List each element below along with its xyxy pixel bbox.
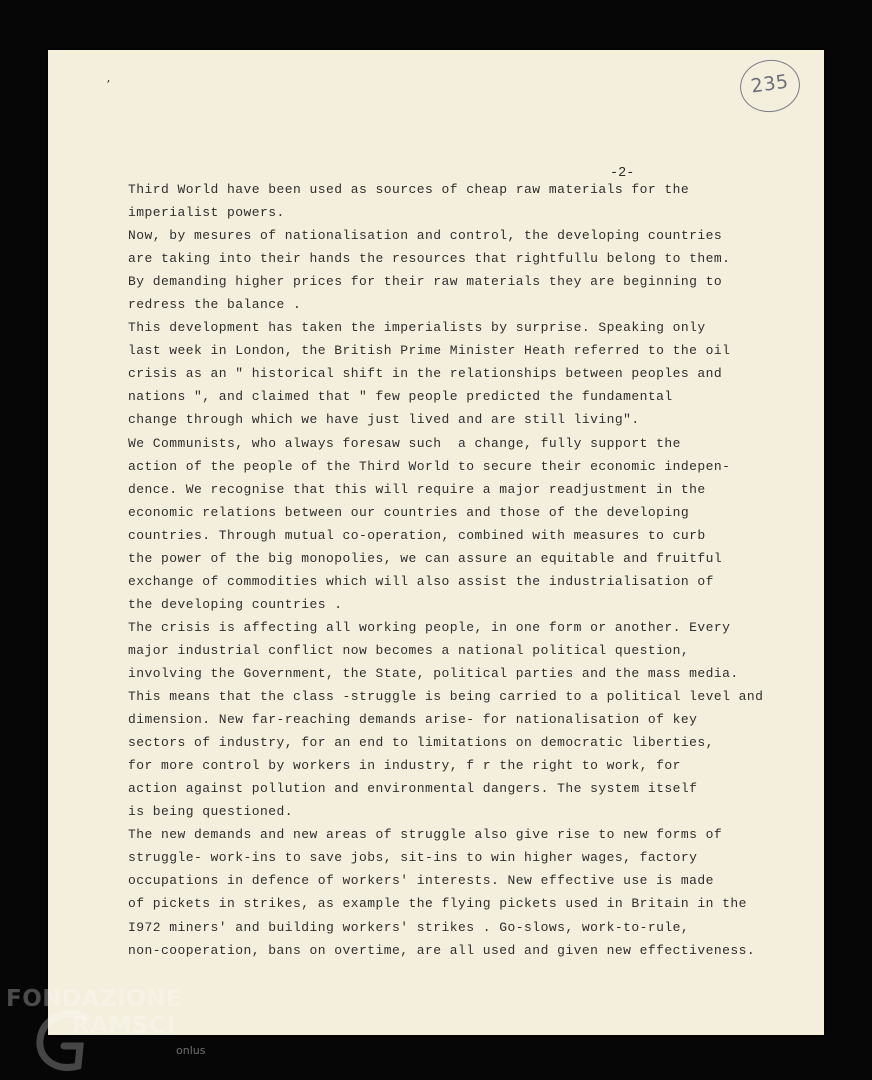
text-line: is being questioned. bbox=[128, 804, 294, 820]
text-line: dence. We recognise that this will require a major readjustment in the bbox=[128, 481, 706, 497]
text-line: By demanding higher prices for their raw materials they are beginning to bbox=[128, 274, 723, 290]
text-line: We Communists, who always foresaw such a change, fully support the bbox=[128, 435, 681, 451]
text-line: sectors of industry, for an end to limitations on democratic liberties, bbox=[128, 735, 714, 751]
text-line: The crisis is affecting all working people, in one form or another. Every bbox=[128, 619, 731, 635]
text-line: economic relations between our countries and those of the developing bbox=[128, 504, 690, 520]
text-line: the power of the big monopolies, we can assure an equitable and fruitful bbox=[128, 550, 723, 566]
archive-number: 235 bbox=[749, 70, 790, 98]
text-line: crisis as an " historical shift in the relationships between peoples and bbox=[128, 366, 723, 382]
text-line: are taking into their hands the resources that rightfullu belong to them. bbox=[128, 251, 731, 267]
text-line: Third World have been used as sources of cheap raw materials for the bbox=[128, 182, 690, 197]
text-line: The new demands and new areas of struggle also give rise to new forms of bbox=[128, 827, 723, 843]
text-line: for more control by workers in industry, f r the right to work, for bbox=[128, 758, 681, 774]
text-line: occupations in defence of workers' interests. New effective use is made bbox=[128, 873, 714, 889]
watermark-line-2: RAMSCI bbox=[72, 1013, 176, 1039]
text-line: major industrial conflict now becomes a national political question, bbox=[128, 642, 690, 658]
archive-number-stamp bbox=[737, 56, 804, 116]
typed-page bbox=[48, 50, 824, 1035]
watermark-line-1: FONDAZIONE bbox=[6, 986, 183, 1012]
text-line: action against pollution and environmental dangers. The system itself bbox=[128, 781, 698, 797]
text-line: struggle- work-ins to save jobs, sit-ins to win higher wages, factory bbox=[128, 850, 698, 866]
text-line: last week in London, the British Prime Minister Heath referred to the oil bbox=[128, 343, 731, 359]
text-line: imperialist powers. bbox=[128, 205, 285, 221]
stray-ink-mark: ʼ bbox=[106, 78, 110, 92]
text-line: of pickets in strikes, as example the flying pickets used in Britain in the bbox=[128, 896, 747, 912]
text-line: dimension. New far-reaching demands arise- for nationalisation of key bbox=[128, 712, 698, 728]
watermark-logo bbox=[6, 986, 236, 1076]
text-line: involving the Government, the State, political parties and the mass media. bbox=[128, 665, 739, 681]
page-number: -2- bbox=[610, 166, 635, 181]
text-line: countries. Through mutual co-operation, combined with measures to curb bbox=[128, 527, 706, 543]
text-line: I972 miners' and building workers' strikes . Go-slows, work-to-rule, bbox=[128, 919, 690, 935]
text-line: change through which we have just lived and are still living". bbox=[128, 412, 640, 428]
text-line: non-cooperation, bans on overtime, are all used and given new effectiveness. bbox=[128, 942, 756, 958]
body-text bbox=[128, 178, 788, 962]
watermark-line-3: onlus bbox=[176, 1044, 206, 1057]
text-line: action of the people of the Third World to secure their economic indepen- bbox=[128, 458, 731, 474]
text-line: This development has taken the imperialists by surprise. Speaking only bbox=[128, 320, 706, 336]
text-line: redress the balance . bbox=[128, 297, 302, 313]
text-line: exchange of commodities which will also assist the industrialisation of bbox=[128, 573, 714, 589]
text-line: Now, by mesures of nationalisation and control, the developing countries bbox=[128, 228, 723, 244]
text-line: the developing countries . bbox=[128, 596, 343, 612]
text-line: nations ", and claimed that " few people predicted the fundamental bbox=[128, 389, 673, 405]
text-line: This means that the class -struggle is being carried to a political level and bbox=[128, 689, 764, 705]
